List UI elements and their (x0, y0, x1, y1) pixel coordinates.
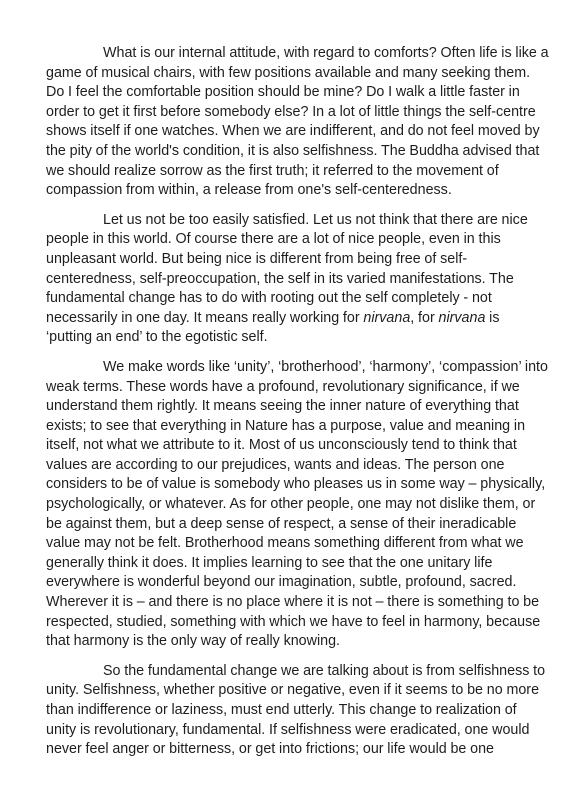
paragraph-4: So the fundamental change we are talking about is from selfishness to unity. Selfishness, whether positive or negative, even if it seems to be no more than indifference or laziness, must end utterly. This change to realization of unity is revolutionary, fundamental. If selfishness were eradicated, one would never feel anger or bitterness, or get into frictions; our life would be one (46, 662, 546, 758)
paragraph-1: What is our internal attitude, with regard to comforts? Often life is like a game of musical chairs, with few positions available and many seeking them. Do I feel the comfortable position should be mine? Do I walk a little faster in order to get it first before somebody else? In a lot of little things the self-centre shows itself if one watches. When we are indifferent, and do not feel moved by the pity of the world's condition, it is also selfishness. The Buddha advised that we should realize sorrow as the first truth; it referred to the movement of compassion from within, a release from one's self-centeredness. (46, 45, 549, 199)
paragraph-2 (46, 211, 549, 348)
paragraph-3: We make words like ‘unity’, ‘brotherhood’, ‘harmony’, ‘compassion’ into weak terms. These words have a profound, revolutionary significance, if we understand them rightly. It means seeing the inner nature of everything that exists; to see that everything in Nature has a purpose, value and meaning in itself, not what we attribute to it. Most of us unconsciously tend to think that values are according to our prejudices, wants and ideas. The person one considers to be of value is somebody who pleases us in some way – physically, psychologically, or whatever. As for other people, one may not dislike them, or be against them, but a deep sense of respect, a sense of their ineradicable value may not be felt. Brotherhood means something different from what we generally think it does. It implies learning to see that the one unitary life everywhere is wonderful beyond our imagination, subtle, profound, sacred. Wherever it is – and there is no place where it is not – there is something to be respected, studied, something with which we have to feel in harmony, because that harmony is the only way of really knowing. (46, 358, 548, 650)
paragraph-2-text: Let us not be too easily satisfied. Let us not think that there are nice people in this world. Of course there are a lot of nice people, even in this unpleasant world. But being nice is different from being free of self-centeredness, self-preoccupation, the self in its varied manifestations. The fundamental change has to do with rooting out the self completely - not necessarily in one day. It means really working for (46, 211, 528, 326)
paragraph-2-italic-1: nirvana (363, 309, 411, 326)
paragraph-2-italic-2: nirvana (438, 309, 486, 326)
paragraph-2-mid: , for (410, 309, 439, 326)
paragraph-2-end: is ‘putting an end’ to the egotistic self. (46, 309, 500, 346)
